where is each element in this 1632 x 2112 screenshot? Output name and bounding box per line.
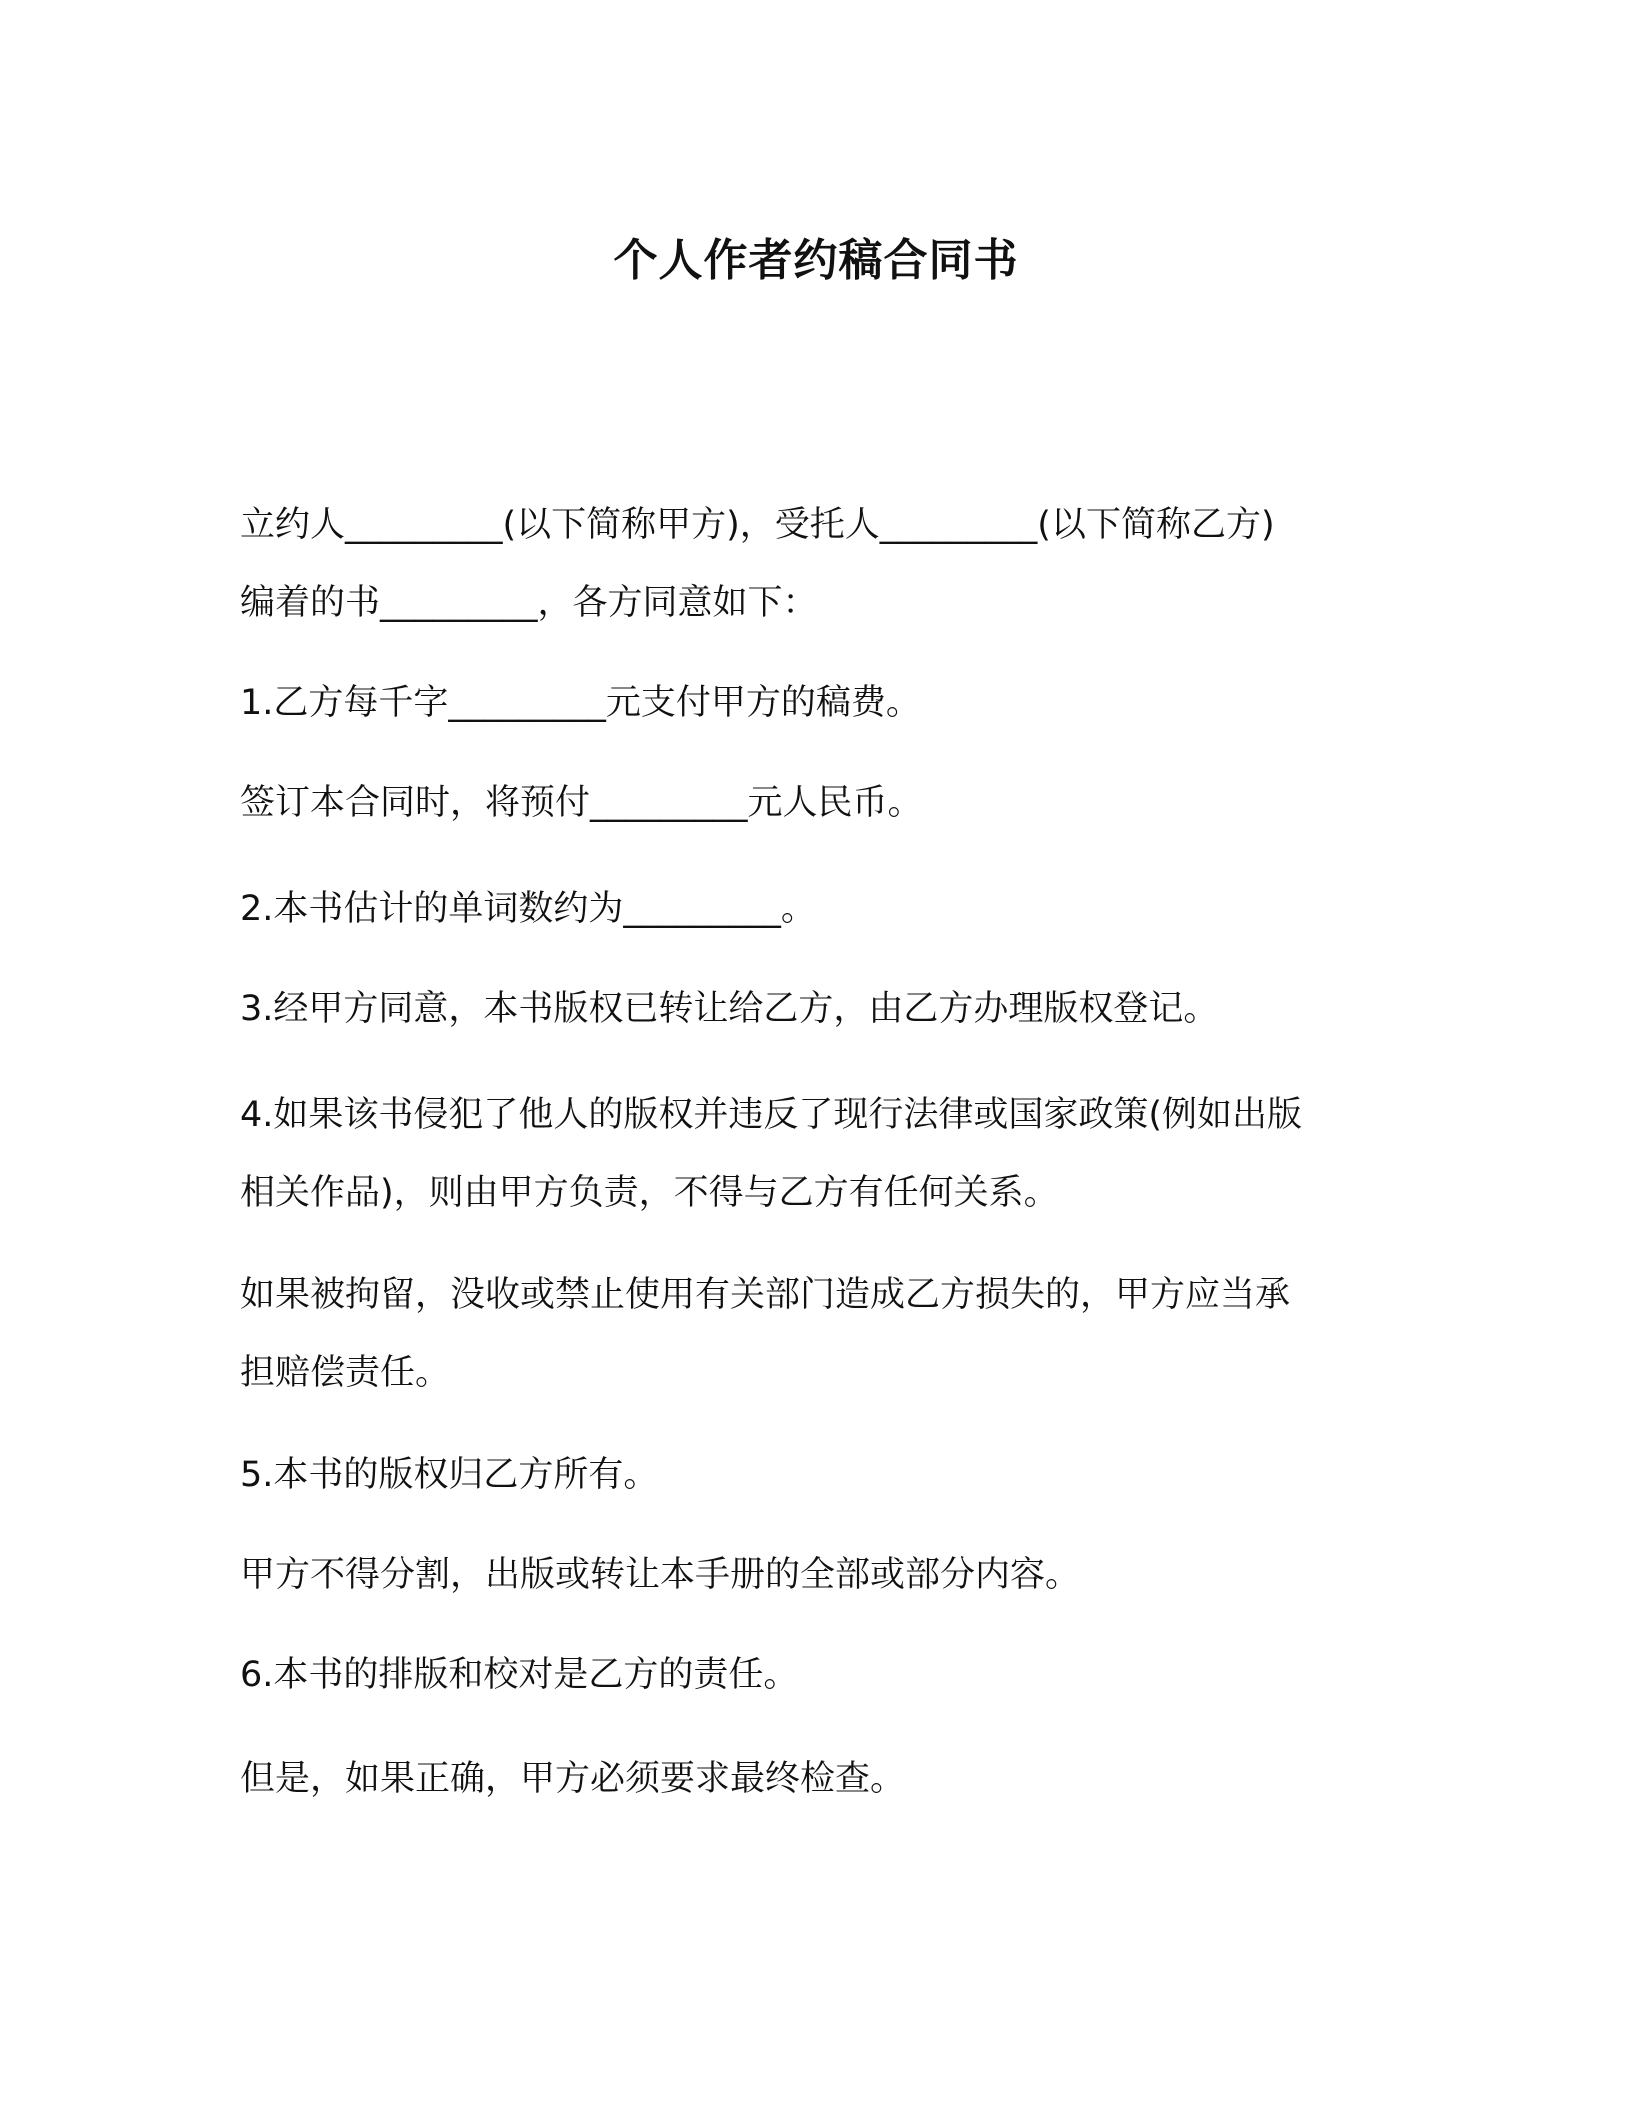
paragraph-line: 如果被拘留，没收或禁止使用有关部门造成乙方损失的，甲方应当承 — [240, 1275, 1291, 1315]
paragraph-line: 立约人_________(以下简称甲方)，受托人_________(以下简称乙方) — [240, 505, 1275, 545]
paragraph-clause-2 — [240, 870, 1420, 948]
paragraph-clause-4 — [240, 1076, 1420, 1232]
paragraph-line: 签订本合同时，将预付_________元人民币。 — [240, 783, 923, 823]
paragraph-line: 3.经甲方同意，本书版权已转让给乙方，由乙方办理版权登记。 — [240, 989, 1219, 1029]
paragraph-clause-3 — [240, 970, 1420, 1048]
paragraph-clause-6 — [240, 1636, 1420, 1714]
paragraph-line: 1.乙方每千字_________元支付甲方的稿费。 — [240, 683, 921, 723]
paragraph-line: 5.本书的版权归乙方所有。 — [240, 1455, 659, 1495]
paragraph-line: 6.本书的排版和校对是乙方的责任。 — [240, 1655, 799, 1695]
paragraph-advance-payment — [240, 764, 1420, 842]
paragraph-line: 但是，如果正确，甲方必须要求最终检查。 — [240, 1759, 906, 1799]
paragraph-line: 担赔偿责任。 — [240, 1353, 451, 1393]
paragraph-liability — [240, 1256, 1420, 1412]
paragraph-line: 4.如果该书侵犯了他人的版权并违反了现行法律或国家政策(例如出版 — [240, 1095, 1303, 1135]
paragraph-clause-5 — [240, 1436, 1420, 1514]
paragraph-line: 2.本书估计的单词数约为_________。 — [240, 889, 816, 929]
paragraph-clause-1 — [240, 664, 1420, 742]
paragraph-line: 甲方不得分割，出版或转让本手册的全部或部分内容。 — [240, 1555, 1081, 1595]
paragraph-no-transfer — [240, 1536, 1420, 1614]
paragraph-final-check — [240, 1740, 1420, 1818]
paragraph-line: 相关作品)，则由甲方负责，不得与乙方有任何关系。 — [240, 1173, 1059, 1213]
paragraph-line: 编着的书_________，各方同意如下： — [240, 583, 818, 623]
document-title: 个人作者约稿合同书 — [613, 235, 1019, 286]
paragraph-parties — [240, 486, 1420, 642]
